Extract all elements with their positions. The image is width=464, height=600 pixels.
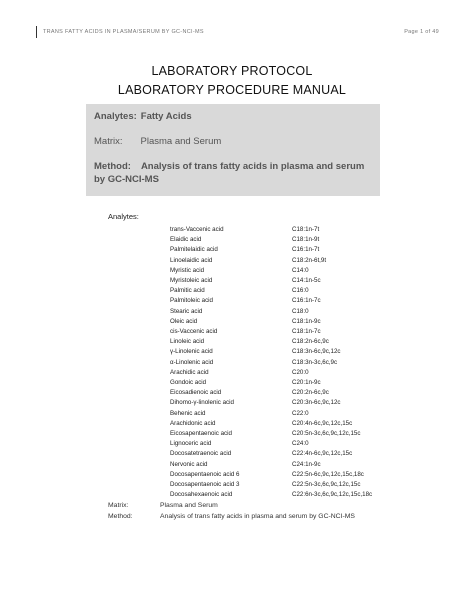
analyte-name: Stearic acid xyxy=(170,307,203,315)
analyte-code: C16:1n-7c xyxy=(292,297,321,305)
analyte-name: γ-Linolenic acid xyxy=(170,348,213,356)
analyte-code: C22:6n-3c,6c,9c,12c,15c,18c xyxy=(292,491,373,499)
analyte-code: C18:3n-3c,6c,9c xyxy=(292,358,338,366)
analyte-code: C18:1n-9t xyxy=(292,236,320,244)
analyte-name: α-Linolenic acid xyxy=(170,358,214,366)
analyte-code: C20:5n-3c,6c,9c,12c,15c xyxy=(292,430,361,437)
analyte-name: Behenic acid xyxy=(170,409,206,417)
analyte-name: Docosahexaenoic acid xyxy=(170,491,233,499)
footer-matrix-label: Matrix: xyxy=(108,502,129,510)
analyte-code: C24:1n-9c xyxy=(292,460,321,468)
summary-box xyxy=(86,104,380,196)
document-title: LABORATORY PROTOCOL xyxy=(151,64,313,78)
analyte-name: Docosapentaenoic acid 3 xyxy=(170,481,240,488)
analyte-name: Elaidic acid xyxy=(170,236,202,244)
footer-matrix-value: Plasma and Serum xyxy=(160,502,218,510)
summary-analytes-label: Analytes: xyxy=(94,111,137,122)
analyte-name: Dihomo-γ-linolenic acid xyxy=(170,399,234,407)
analyte-code: C18:1n-9c xyxy=(292,317,321,325)
analyte-code: C18:1n-7c xyxy=(292,328,321,335)
summary-analytes xyxy=(94,111,192,122)
analyte-name: Palmitelaidic acid xyxy=(170,246,218,254)
analyte-name: Arachidonic acid xyxy=(170,419,216,427)
analyte-code: C22:0 xyxy=(292,409,309,417)
page-number: Page 1 of 49 xyxy=(404,29,439,35)
analyte-code: C18:1n-7t xyxy=(292,226,320,233)
analyte-code: C20:3n-6c,9c,12c xyxy=(292,399,341,407)
analyte-name: Arachidic acid xyxy=(170,368,209,376)
analyte-code: C18:2n-6c,9c xyxy=(292,338,329,346)
analyte-name: Linoelaidic acid xyxy=(170,256,213,264)
analyte-name: Gondoic acid xyxy=(170,379,207,386)
summary-method-value: Analysis of trans fatty acids in plasma and serum by GC-NCI-MS xyxy=(94,161,365,185)
analyte-name: Palmitoleic acid xyxy=(170,297,213,305)
analyte-name: trans-Vaccenic acid xyxy=(170,226,224,233)
analyte-code: C22:5n-3c,6c,9c,12c,15c xyxy=(292,481,361,488)
running-header xyxy=(36,26,439,38)
analyte-code: C20:1n-9c xyxy=(292,379,321,386)
analyte-name: Eicosapentaenoic acid xyxy=(170,430,232,437)
summary-matrix xyxy=(94,136,221,147)
analyte-name: cis-Vaccenic acid xyxy=(170,328,218,335)
analyte-name: Lignoceric acid xyxy=(170,440,212,448)
analyte-name: Eicosadienoic acid xyxy=(170,389,222,397)
summary-matrix-label: Matrix: xyxy=(94,136,123,147)
analyte-name: Linoleic acid xyxy=(170,338,205,346)
analyte-name: Docosatetraenoic acid xyxy=(170,450,232,458)
analyte-name: Myristic acid xyxy=(170,266,205,274)
analyte-code: C18:3n-6c,9c,12c xyxy=(292,348,341,356)
analyte-code: C20:2n-6c,9c xyxy=(292,389,329,397)
analyte-code: C16:0 xyxy=(292,287,309,295)
analyte-name: Palmitic acid xyxy=(170,287,205,295)
analyte-code: C14:1n-5c xyxy=(292,277,321,284)
analyte-code: C22:5n-6c,9c,12c,15c,18c xyxy=(292,470,364,478)
summary-analytes-value: Fatty Acids xyxy=(140,111,192,122)
analyte-code: C14:0 xyxy=(292,266,309,274)
analyte-code: C20:4n-6c,9c,12c,15c xyxy=(292,419,353,427)
summary-method-label: Method: xyxy=(94,161,131,172)
document-subtitle: LABORATORY PROCEDURE MANUAL xyxy=(117,83,347,97)
footer-method-value: Analysis of trans fatty acids in plasma and serum by GC-NCI-MS xyxy=(160,513,355,521)
analyte-code: C18:2n-6t,9t xyxy=(292,256,327,264)
analyte-code: C16:1n-7t xyxy=(292,246,320,254)
footer-method-label: Method: xyxy=(108,513,133,521)
summary-method xyxy=(94,160,374,186)
running-title: TRANS FATTY ACIDS IN PLASMA/SERUM BY GC-NCI-MS xyxy=(43,29,204,35)
analytes-heading: Analytes: xyxy=(108,212,139,221)
analyte-code: C18:0 xyxy=(292,307,309,315)
analyte-name: Oleic acid xyxy=(170,317,198,325)
summary-matrix-value: Plasma and Serum xyxy=(140,136,222,147)
analyte-name: Docosapentaenoic acid 6 xyxy=(170,470,240,478)
analyte-code: C24:0 xyxy=(292,440,309,448)
analyte-name: Nervonic acid xyxy=(170,460,208,468)
analyte-name: Myristoleic acid xyxy=(170,277,213,284)
analyte-code: C22:4n-6c,9c,12c,15c xyxy=(292,450,353,458)
analyte-code: C20:0 xyxy=(292,368,309,376)
